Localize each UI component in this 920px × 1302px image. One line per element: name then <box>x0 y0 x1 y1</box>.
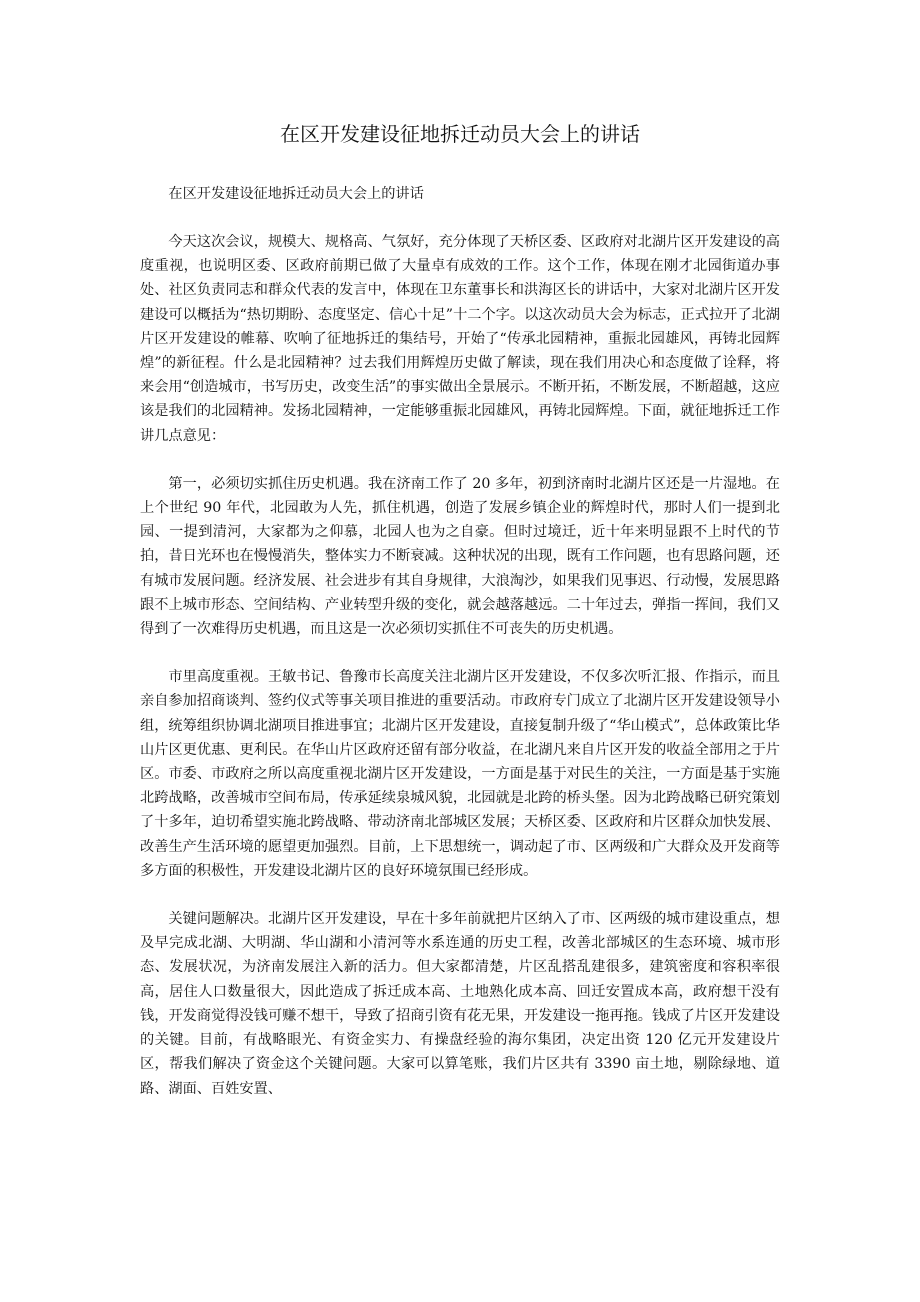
paragraph-3: 市里高度重视。王敏书记、鲁豫市长高度关注北湖片区开发建设，不仅多次听汇报、作指示，而且亲自参加招商谈判、签约仪式等事关项目推进的重要活动。市政府专门成立了北湖片区开发建设领导小组，统筹组织协调北湖项目推进事宜；北湖片区开发建设，直接复制升级了“华山模式”，总体政策比华山片区更优惠、更利民。在华山片区政府还留有部分收益，在北湖凡来自片区开发的收益全部用之于片区。市委、市政府之所以高度重视北湖片区开发建设，一方面是基于对民生的关注，一方面是基于实施北跨战略，改善城市空间布局，传承延续泉城风貌，北园就是北跨的桥头堡。因为北跨战略已研究策划了十多年，迫切希望实施北跨战略、带动济南北部城区发展；天桥区委、区政府和片区群众加快发展、改善生产生活环境的愿望更加强烈。目前，上下思想统一，调动起了市、区两级和广大群众及开发商等多方面的积极性，开发建设北湖片区的良好环境氛围已经形成。 <box>140 669 780 879</box>
document-title: 在区开发建设征地拆迁动员大会上的讲话 <box>280 122 640 146</box>
paragraph-1: 今天这次会议，规模大、规格高、气氛好，充分体现了天桥区委、区政府对北湖片区开发建设的高度重视，也说明区委、区政府前期已做了大量卓有成效的工作。这个工作，体现在刚才北园街道办事处、社区负责同志和群众代表的发言中，体现在卫东董事长和洪海区长的讲话中，大家对北湖片区开发建设可以概括为“热切期盼、态度坚定、信心十足”十二个字。以这次动员大会为标志，正式拉开了北湖片区开发建设的帷幕、吹响了征地拆迁的集结号，开始了“传承北园精神，重振北园雄风，再铸北园辉煌”的新征程。什么是北园精神？过去我们用辉煌历史做了解读，现在我们用决心和态度做了诠释，将来会用“创造城市，书写历史，改变生活”的事实做出全景展示。不断开拓，不断发展，不断超越，这应该是我们的北园精神。发扬北园精神，一定能够重振北园雄风，再铸北园辉煌。下面，就征地拆迁工作讲几点意见： <box>140 234 780 444</box>
paragraph-4: 关键问题解决。北湖片区开发建设，早在十多年前就把片区纳入了市、区两级的城市建设重点，想及早完成北湖、大明湖、华山湖和小清河等水系连通的历史工程，改善北部城区的生态环境、城市形态、发展状况，为济南发展注入新的活力。但大家都清楚，片区乱搭乱建很多，建筑密度和容积率很高，居住人口数量很大，因此造成了拆迁成本高、土地熟化成本高、回迁安置成本高，政府想干没有钱，开发商觉得没钱可赚不想干，导致了招商引资有花无果，开发建设一拖再拖。钱成了片区开发建设的关键。目前，有战略眼光、有资金实力、有操盘经验的海尔集团，决定出资 120 亿元开发建设片区，帮我们解决了资金这个关键问题。大家可以算笔账，我们片区共有 3390 亩土地，剔除绿地、道路、湖面、百姓安置、 <box>140 911 780 1097</box>
paragraph-2: 第一，必须切实抓住历史机遇。我在济南工作了 20 多年，初到济南时北湖片区还是一片湿地。在上个世纪 90 年代，北园敢为人先，抓住机遇，创造了发展乡镇企业的辉煌时代，那时人们一提到北园、一提到清河，大家都为之仰慕，北园人也为之自豪。但时过境迁，近十年来明显跟不上时代的节拍，昔日光环也在慢慢消失，整体实力不断衰减。这种状况的出现，既有工作问题，也有思路问题，还有城市发展问题。经济发展、社会进步有其自身规律，大浪淘沙，如果我们见事迟、行动慢，发展思路跟不上城市形态、空间结构、产业转型升级的变化，就会越落越远。二十年过去，弹指一挥间，我们又得到了一次难得历史机遇，而且这是一次必须切实抓住不可丧失的历史机遇。 <box>140 475 780 638</box>
document-page <box>140 120 780 1125</box>
document-subtitle: 在区开发建设征地拆迁动员大会上的讲话 <box>168 186 424 202</box>
